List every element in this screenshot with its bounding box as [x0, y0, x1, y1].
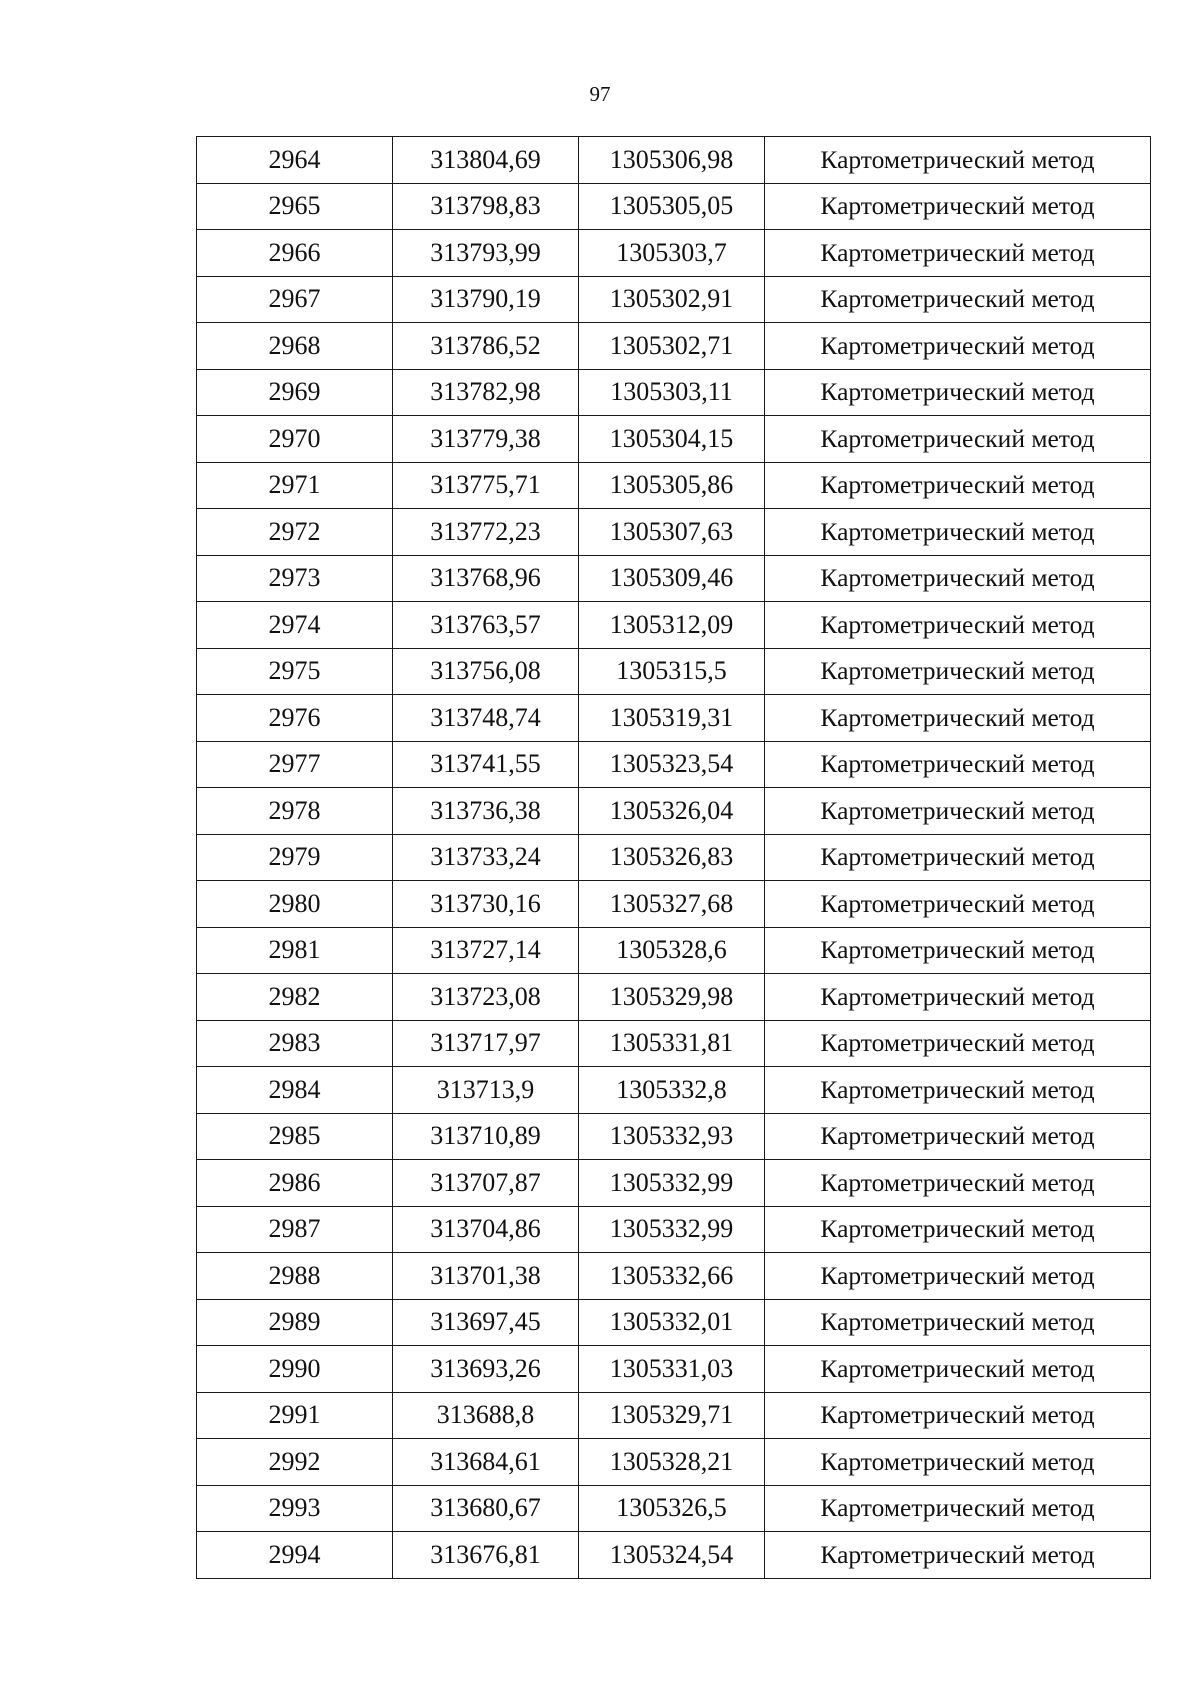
x-coordinate-cell: 313772,23 — [393, 509, 579, 556]
y-coordinate-cell: 1305332,99 — [579, 1206, 765, 1253]
method-cell: Картометрический метод — [765, 369, 1151, 416]
point-number-cell: 2989 — [197, 1299, 393, 1346]
table-row — [197, 1206, 1151, 1253]
table-row — [197, 462, 1151, 509]
method-cell: Картометрический метод — [765, 1439, 1151, 1486]
method-cell: Картометрический метод — [765, 462, 1151, 509]
page-number: 97 — [589, 82, 611, 106]
table-row — [197, 137, 1151, 184]
point-number-cell: 2969 — [197, 369, 393, 416]
x-coordinate-cell: 313793,99 — [393, 230, 579, 277]
x-coordinate-cell: 313790,19 — [393, 276, 579, 323]
table-row — [197, 602, 1151, 649]
x-coordinate-cell: 313688,8 — [393, 1392, 579, 1439]
x-coordinate-cell: 313786,52 — [393, 323, 579, 370]
x-coordinate-cell: 313710,89 — [393, 1113, 579, 1160]
x-coordinate-cell: 313736,38 — [393, 788, 579, 835]
y-coordinate-cell: 1305329,71 — [579, 1392, 765, 1439]
x-coordinate-cell: 313713,9 — [393, 1067, 579, 1114]
table-row — [197, 1113, 1151, 1160]
point-number-cell: 2987 — [197, 1206, 393, 1253]
point-number-cell: 2980 — [197, 881, 393, 928]
point-number-cell: 2978 — [197, 788, 393, 835]
y-coordinate-cell: 1305302,91 — [579, 276, 765, 323]
x-coordinate-cell: 313763,57 — [393, 602, 579, 649]
y-coordinate-cell: 1305324,54 — [579, 1532, 765, 1579]
table-row — [197, 1392, 1151, 1439]
point-number-cell: 2993 — [197, 1485, 393, 1532]
x-coordinate-cell: 313741,55 — [393, 741, 579, 788]
table-row — [197, 416, 1151, 463]
method-cell: Картометрический метод — [765, 834, 1151, 881]
table-row — [197, 1299, 1151, 1346]
point-number-cell: 2970 — [197, 416, 393, 463]
method-cell: Картометрический метод — [765, 602, 1151, 649]
y-coordinate-cell: 1305329,98 — [579, 974, 765, 1021]
table-row — [197, 974, 1151, 1021]
y-coordinate-cell: 1305332,99 — [579, 1160, 765, 1207]
y-coordinate-cell: 1305332,93 — [579, 1113, 765, 1160]
method-cell: Картометрический метод — [765, 1299, 1151, 1346]
method-cell: Картометрический метод — [765, 695, 1151, 742]
point-number-cell: 2994 — [197, 1532, 393, 1579]
method-cell: Картометрический метод — [765, 1485, 1151, 1532]
point-number-cell: 2971 — [197, 462, 393, 509]
table-row — [197, 788, 1151, 835]
table-row — [197, 834, 1151, 881]
x-coordinate-cell: 313768,96 — [393, 555, 579, 602]
x-coordinate-cell: 313779,38 — [393, 416, 579, 463]
method-cell: Картометрический метод — [765, 230, 1151, 277]
table-row — [197, 741, 1151, 788]
y-coordinate-cell: 1305303,11 — [579, 369, 765, 416]
point-number-cell: 2966 — [197, 230, 393, 277]
table-row — [197, 276, 1151, 323]
table-row — [197, 230, 1151, 277]
point-number-cell: 2973 — [197, 555, 393, 602]
method-cell: Картометрический метод — [765, 137, 1151, 184]
point-number-cell: 2990 — [197, 1346, 393, 1393]
method-cell: Картометрический метод — [765, 1113, 1151, 1160]
y-coordinate-cell: 1305332,66 — [579, 1253, 765, 1300]
point-number-cell: 2983 — [197, 1020, 393, 1067]
y-coordinate-cell: 1305319,31 — [579, 695, 765, 742]
x-coordinate-cell: 313804,69 — [393, 137, 579, 184]
table-row — [197, 648, 1151, 695]
method-cell: Картометрический метод — [765, 1392, 1151, 1439]
coordinates-table-body — [197, 137, 1151, 1579]
method-cell: Картометрический метод — [765, 1532, 1151, 1579]
x-coordinate-cell: 313701,38 — [393, 1253, 579, 1300]
y-coordinate-cell: 1305315,5 — [579, 648, 765, 695]
table-row — [197, 1485, 1151, 1532]
method-cell: Картометрический метод — [765, 1253, 1151, 1300]
method-cell: Картометрический метод — [765, 788, 1151, 835]
point-number-cell: 2984 — [197, 1067, 393, 1114]
y-coordinate-cell: 1305312,09 — [579, 602, 765, 649]
method-cell: Картометрический метод — [765, 927, 1151, 974]
point-number-cell: 2976 — [197, 695, 393, 742]
point-number-cell: 2991 — [197, 1392, 393, 1439]
table-row — [197, 183, 1151, 230]
x-coordinate-cell: 313723,08 — [393, 974, 579, 1021]
y-coordinate-cell: 1305326,5 — [579, 1485, 765, 1532]
table-row — [197, 1532, 1151, 1579]
x-coordinate-cell: 313704,86 — [393, 1206, 579, 1253]
x-coordinate-cell: 313782,98 — [393, 369, 579, 416]
method-cell: Картометрический метод — [765, 648, 1151, 695]
x-coordinate-cell: 313693,26 — [393, 1346, 579, 1393]
y-coordinate-cell: 1305303,7 — [579, 230, 765, 277]
x-coordinate-cell: 313730,16 — [393, 881, 579, 928]
table-row — [197, 1020, 1151, 1067]
point-number-cell: 2988 — [197, 1253, 393, 1300]
x-coordinate-cell: 313676,81 — [393, 1532, 579, 1579]
y-coordinate-cell: 1305328,21 — [579, 1439, 765, 1486]
method-cell: Картометрический метод — [765, 741, 1151, 788]
method-cell: Картометрический метод — [765, 881, 1151, 928]
table-row — [197, 881, 1151, 928]
method-cell: Картометрический метод — [765, 974, 1151, 1021]
method-cell: Картометрический метод — [765, 276, 1151, 323]
x-coordinate-cell: 313717,97 — [393, 1020, 579, 1067]
x-coordinate-cell: 313775,71 — [393, 462, 579, 509]
point-number-cell: 2965 — [197, 183, 393, 230]
y-coordinate-cell: 1305326,83 — [579, 834, 765, 881]
y-coordinate-cell: 1305309,46 — [579, 555, 765, 602]
y-coordinate-cell: 1305331,03 — [579, 1346, 765, 1393]
method-cell: Картометрический метод — [765, 1160, 1151, 1207]
method-cell: Картометрический метод — [765, 183, 1151, 230]
point-number-cell: 2967 — [197, 276, 393, 323]
method-cell: Картометрический метод — [765, 1067, 1151, 1114]
coordinates-table — [196, 136, 1151, 1579]
y-coordinate-cell: 1305332,01 — [579, 1299, 765, 1346]
point-number-cell: 2981 — [197, 927, 393, 974]
x-coordinate-cell: 313697,45 — [393, 1299, 579, 1346]
x-coordinate-cell: 313707,87 — [393, 1160, 579, 1207]
y-coordinate-cell: 1305331,81 — [579, 1020, 765, 1067]
table-row — [197, 695, 1151, 742]
point-number-cell: 2964 — [197, 137, 393, 184]
point-number-cell: 2992 — [197, 1439, 393, 1486]
x-coordinate-cell: 313733,24 — [393, 834, 579, 881]
y-coordinate-cell: 1305305,86 — [579, 462, 765, 509]
y-coordinate-cell: 1305328,6 — [579, 927, 765, 974]
table-row — [197, 1067, 1151, 1114]
point-number-cell: 2977 — [197, 741, 393, 788]
method-cell: Картометрический метод — [765, 1346, 1151, 1393]
x-coordinate-cell: 313798,83 — [393, 183, 579, 230]
y-coordinate-cell: 1305305,05 — [579, 183, 765, 230]
method-cell: Картометрический метод — [765, 1206, 1151, 1253]
point-number-cell: 2985 — [197, 1113, 393, 1160]
method-cell: Картометрический метод — [765, 555, 1151, 602]
table-row — [197, 555, 1151, 602]
point-number-cell: 2972 — [197, 509, 393, 556]
table-row — [197, 1160, 1151, 1207]
point-number-cell: 2982 — [197, 974, 393, 1021]
y-coordinate-cell: 1305307,63 — [579, 509, 765, 556]
y-coordinate-cell: 1305332,8 — [579, 1067, 765, 1114]
y-coordinate-cell: 1305306,98 — [579, 137, 765, 184]
method-cell: Картометрический метод — [765, 416, 1151, 463]
table-row — [197, 1253, 1151, 1300]
method-cell: Картометрический метод — [765, 509, 1151, 556]
y-coordinate-cell: 1305327,68 — [579, 881, 765, 928]
table-row — [197, 927, 1151, 974]
y-coordinate-cell: 1305323,54 — [579, 741, 765, 788]
table-row — [197, 323, 1151, 370]
point-number-cell: 2974 — [197, 602, 393, 649]
table-row — [197, 1439, 1151, 1486]
point-number-cell: 2986 — [197, 1160, 393, 1207]
point-number-cell: 2975 — [197, 648, 393, 695]
table-row — [197, 509, 1151, 556]
y-coordinate-cell: 1305326,04 — [579, 788, 765, 835]
x-coordinate-cell: 313727,14 — [393, 927, 579, 974]
x-coordinate-cell: 313684,61 — [393, 1439, 579, 1486]
table-row — [197, 1346, 1151, 1393]
method-cell: Картометрический метод — [765, 323, 1151, 370]
point-number-cell: 2979 — [197, 834, 393, 881]
x-coordinate-cell: 313756,08 — [393, 648, 579, 695]
x-coordinate-cell: 313680,67 — [393, 1485, 579, 1532]
method-cell: Картометрический метод — [765, 1020, 1151, 1067]
point-number-cell: 2968 — [197, 323, 393, 370]
table-row — [197, 369, 1151, 416]
y-coordinate-cell: 1305304,15 — [579, 416, 765, 463]
x-coordinate-cell: 313748,74 — [393, 695, 579, 742]
y-coordinate-cell: 1305302,71 — [579, 323, 765, 370]
